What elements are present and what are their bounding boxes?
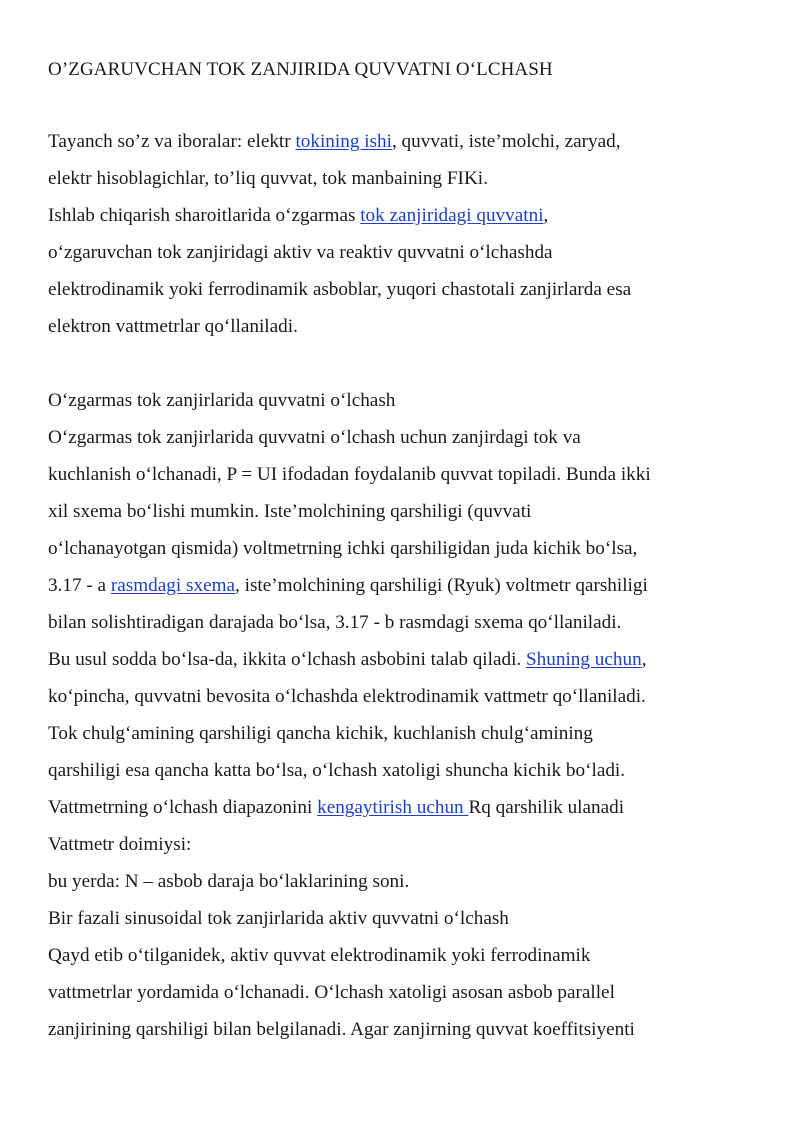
text-segment: Bu usul sodda bo‘lsa-da, ikkita o‘lchash asbobini talab qiladi.	[48, 649, 527, 670]
link-kengaytirish-uchun[interactable]: kengaytirish uchun	[317, 797, 469, 818]
link-tok-zanjiridagi-quvvatni[interactable]: tok zanjiridagi quvvatni	[360, 205, 544, 226]
text-line: elektron vattmetrlar qo‘llaniladi.	[48, 316, 298, 337]
text-line: xil sxema bo‘lishi mumkin. Iste’molchining qarshiligi (quvvati	[48, 501, 532, 522]
text-line: bu yerda: N – asbob daraja bo‘laklarining soni.	[48, 871, 410, 892]
text-line: qarshiligi esa qancha katta bo‘lsa, o‘lchash xatoligi shuncha kichik bo‘ladi.	[48, 760, 626, 781]
text-segment: , iste’molchining qarshiligi (Ryuk) voltmetr qarshiligi	[235, 575, 648, 596]
section-heading: Bir fazali sinusoidal tok zanjirlarida aktiv quvvatni o‘lchash	[48, 908, 509, 929]
text-line: o‘zgaruvchan tok zanjiridagi aktiv va reaktiv quvvatni o‘lchashda	[48, 242, 553, 263]
text-line: elektr hisoblagichlar, to’liq quvvat, tok manbaining FIKi.	[48, 168, 488, 189]
link-tokining-ishi[interactable]: tokining ishi	[295, 131, 392, 152]
text-line: Tok chulg‘amining qarshiligi qancha kichik, kuchlanish chulg‘amining	[48, 723, 593, 744]
text-segment: Tayanch so’z va iboralar: elektr	[48, 131, 296, 152]
paragraph-gap	[48, 345, 760, 382]
text-segment: , quvvati, iste’molchi, zaryad,	[391, 131, 621, 152]
text-line: elektrodinamik yoki ferrodinamik asboblar, yuqori chastotali zanjirlarda esa	[48, 279, 632, 300]
document-body	[48, 123, 760, 1048]
text-line: zanjirining qarshiligi bilan belgilanadi. Agar zanjirning quvvat koeffitsiyenti	[48, 1019, 635, 1040]
link-rasmdagi-sxema[interactable]: rasmdagi sxema	[110, 575, 236, 596]
text-line: kuchlanish o‘lchanadi, P = UI ifodadan foydalanib quvvat topiladi. Bunda ikki	[48, 464, 651, 485]
link-shuning-uchun[interactable]: Shuning uchun	[526, 649, 642, 670]
text-segment: ,	[641, 649, 647, 670]
text-line: O‘zgarmas tok zanjirlarida quvvatni o‘lchash uchun zanjirdagi tok va	[48, 427, 581, 448]
text-line	[48, 789, 760, 826]
text-line	[48, 641, 760, 678]
text-line	[48, 197, 760, 234]
text-segment: Rq qarshilik ulanadi	[468, 797, 625, 818]
text-line: vattmetrlar yordamida o‘lchanadi. O‘lchash xatoligi asosan asbob parallel	[48, 982, 615, 1003]
text-line: o‘lchanayotgan qismida) voltmetrning ichki qarshiligidan juda kichik bo‘lsa,	[48, 538, 638, 559]
text-line	[48, 567, 760, 604]
text-segment: ,	[543, 205, 549, 226]
document-title: O’ZGARUVCHAN TOK ZANJIRIDA QUVVATNI O‘LCHASH	[48, 59, 553, 80]
text-segment: Ishlab chiqarish sharoitlarida o‘zgarmas	[48, 205, 361, 226]
text-line: bilan solishtiradigan darajada bo‘lsa, 3.17 - b rasmdagi sxema qo‘llaniladi.	[48, 612, 622, 633]
text-line: Qayd etib o‘tilganidek, aktiv quvvat elektrodinamik yoki ferrodinamik	[48, 945, 591, 966]
section-heading: O‘zgarmas tok zanjirlarida quvvatni o‘lchash	[48, 390, 396, 411]
text-segment: 3.17 - a	[48, 575, 111, 596]
text-segment: Vattmetrning o‘lchash diapazonini	[48, 797, 318, 818]
text-line: ko‘pincha, quvvatni bevosita o‘lchashda elektrodinamik vattmetr qo‘llaniladi.	[48, 686, 646, 707]
text-line: Vattmetr doimiysi:	[48, 834, 192, 855]
text-line	[48, 123, 760, 160]
